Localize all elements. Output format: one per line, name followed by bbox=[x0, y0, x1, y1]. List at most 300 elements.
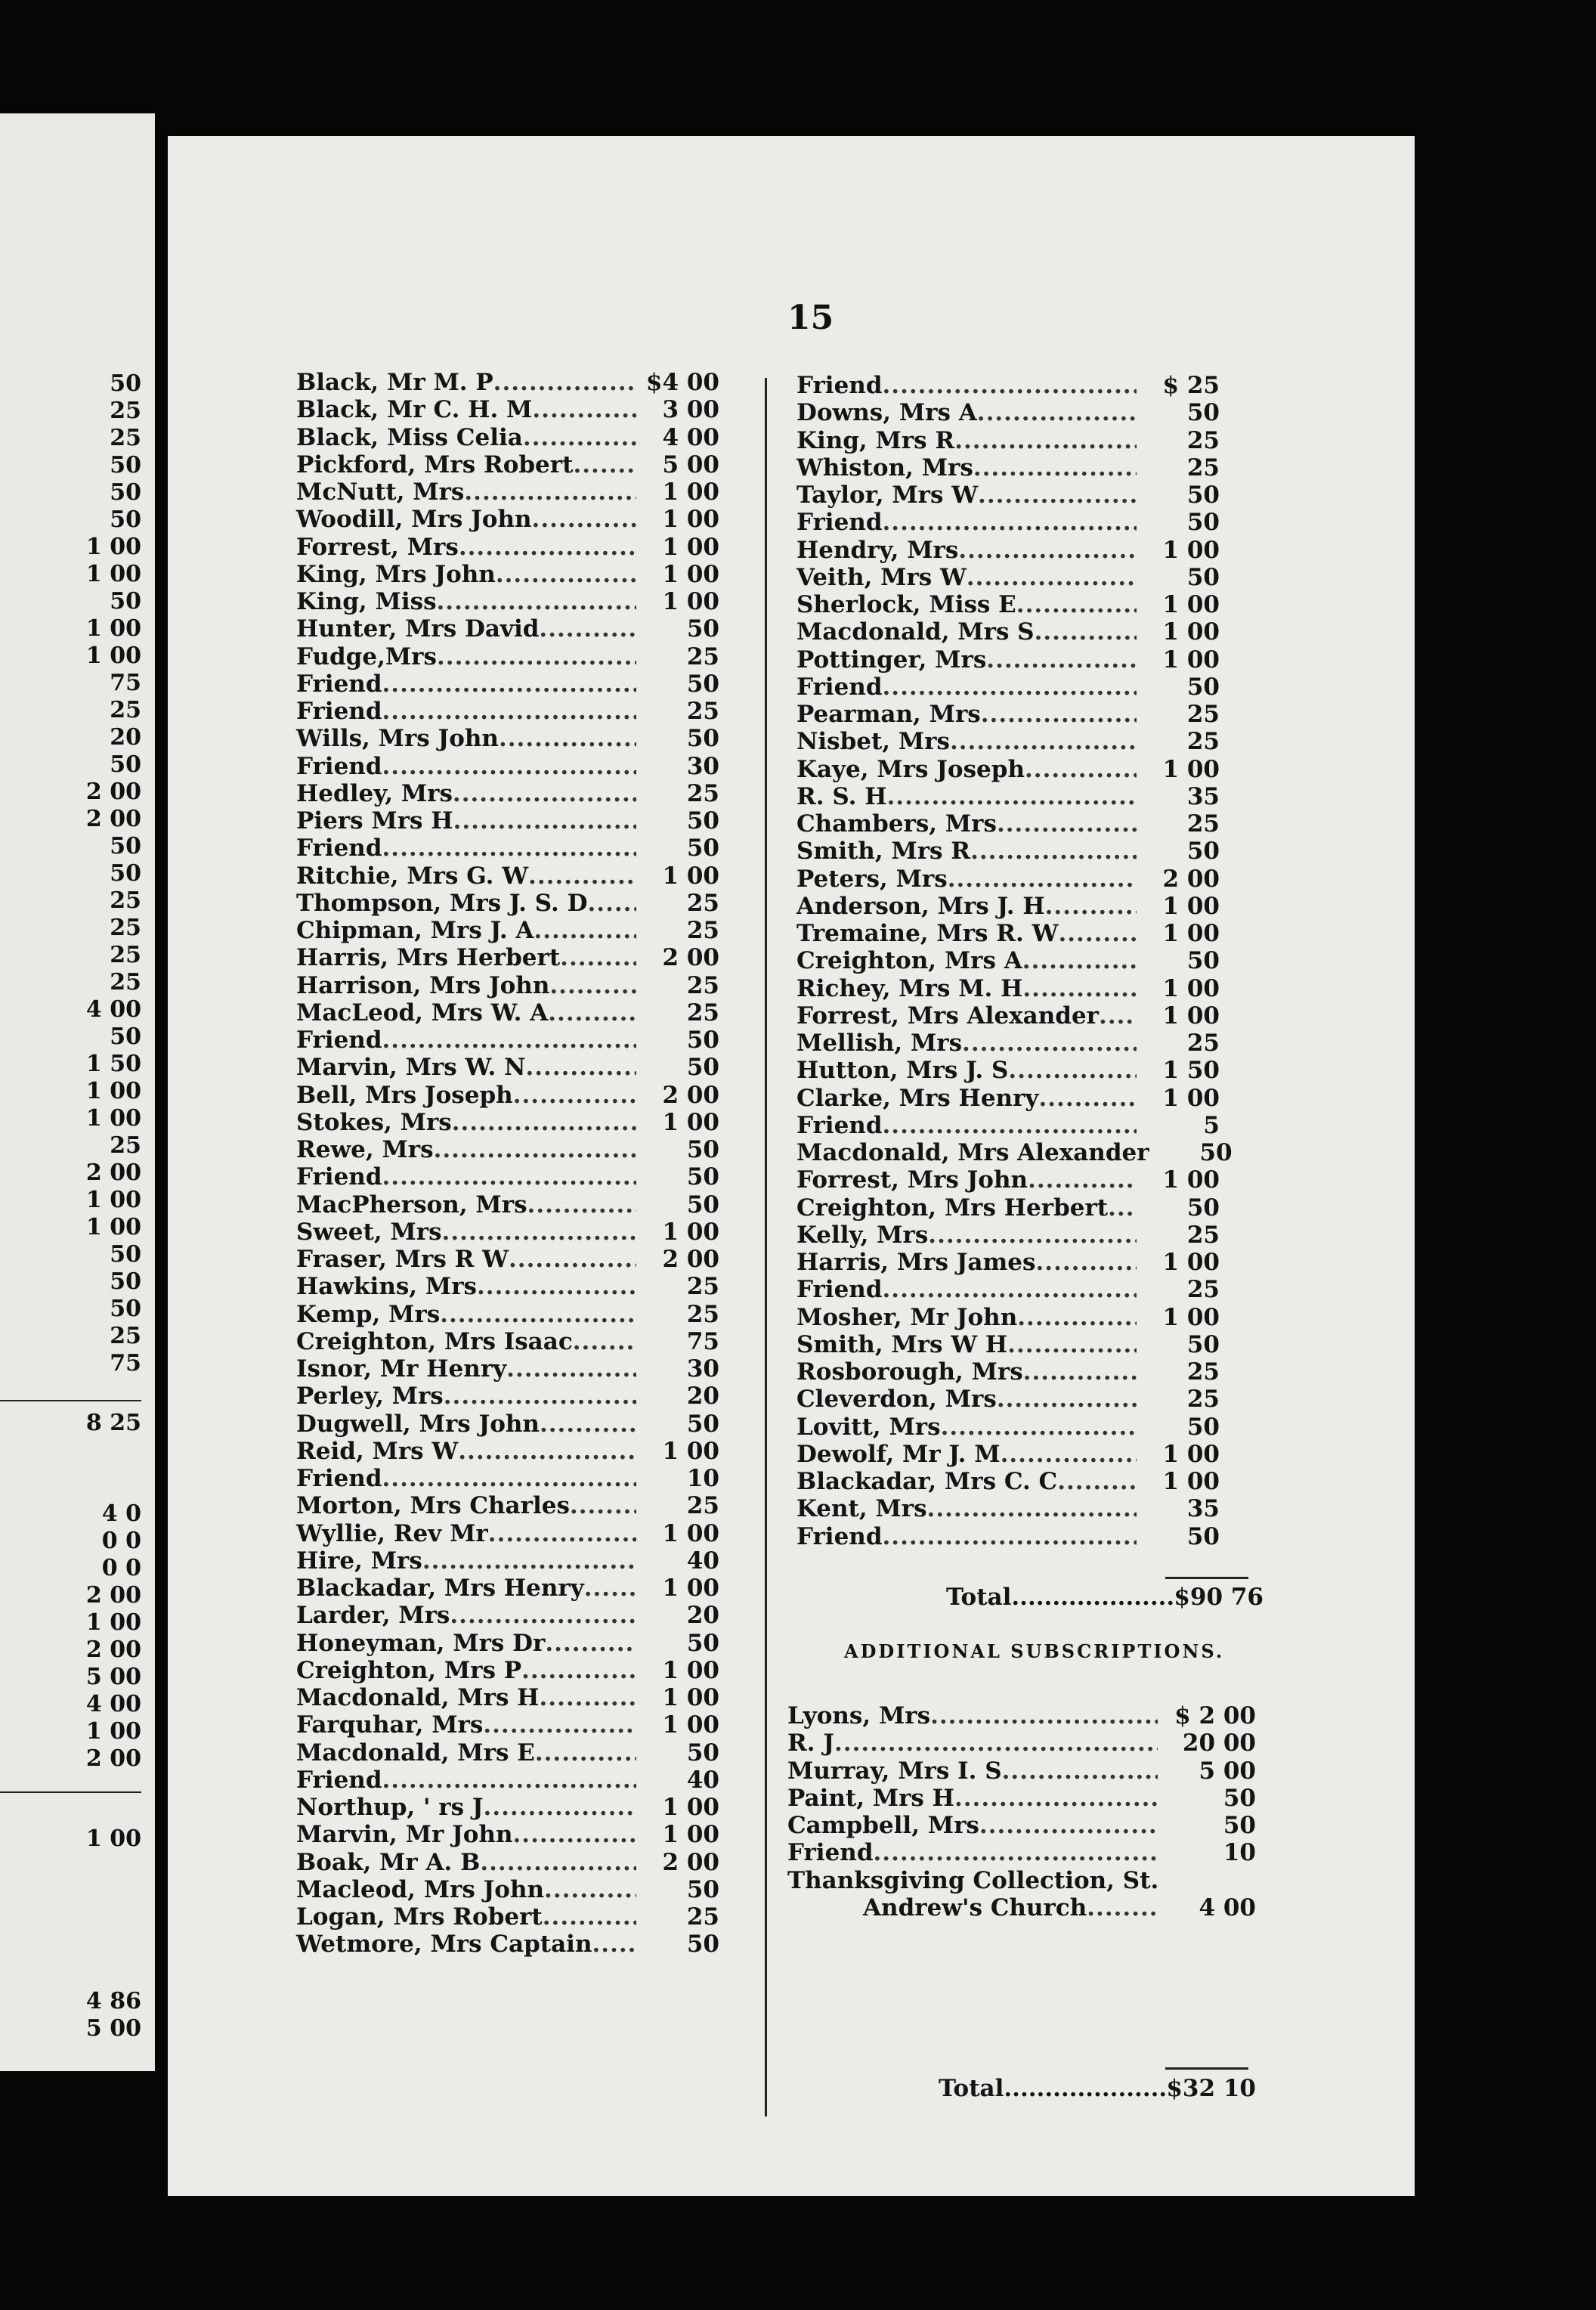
subscription-amount: 50 bbox=[686, 1191, 719, 1218]
leader-dots bbox=[973, 454, 1137, 482]
subscription-amount: 1 00 bbox=[662, 588, 719, 615]
subscriber-name: Farquhar, Mrs bbox=[296, 1711, 484, 1739]
leader-dots bbox=[483, 1711, 636, 1739]
list-item bbox=[296, 424, 719, 451]
list-item bbox=[796, 701, 1220, 728]
previous-page-amount: 1 00 bbox=[85, 1214, 141, 1240]
subscriber-name: Wyllie, Rev Mr bbox=[296, 1519, 488, 1547]
subscriber-name: Nisbet, Mrs bbox=[796, 728, 950, 756]
subscription-amount: 1 00 bbox=[1162, 920, 1220, 947]
subscription-amount: 4 00 bbox=[662, 423, 719, 451]
list-item bbox=[296, 643, 719, 670]
subscription-amount: 2 00 bbox=[662, 1848, 719, 1876]
leader-dots bbox=[1002, 1757, 1158, 1785]
subscriber-name: Boak, Mr A. B bbox=[296, 1848, 481, 1876]
subscription-amount: 10 bbox=[686, 1465, 719, 1492]
subscription-amount: 25 bbox=[1186, 701, 1220, 728]
list-item bbox=[296, 1575, 719, 1602]
leader-dots bbox=[548, 999, 636, 1026]
subscriber-name: Black, Mr M. P bbox=[296, 369, 493, 396]
list-item bbox=[796, 1331, 1220, 1358]
previous-page-amount: 50 bbox=[110, 588, 141, 615]
subscription-amount: 40 bbox=[686, 1547, 719, 1575]
leader-dots bbox=[970, 838, 1137, 865]
list-item bbox=[796, 947, 1220, 974]
subscriber-name: Wills, Mrs John bbox=[296, 725, 499, 753]
leader-dots bbox=[1022, 947, 1137, 974]
subscriber-name: Andrew's Church bbox=[863, 1894, 1087, 1921]
leader-dots bbox=[883, 509, 1137, 536]
leader-dots bbox=[997, 810, 1137, 838]
subscription-amount: 50 bbox=[686, 725, 719, 753]
subscription-amount: 50 bbox=[1186, 1330, 1220, 1358]
subscription-amount: 4 00 bbox=[1199, 1894, 1256, 1921]
subscriber-name: Friend bbox=[796, 673, 883, 701]
previous-page-amounts bbox=[0, 370, 155, 1377]
list-item bbox=[296, 1739, 719, 1767]
total-amount: $90 76 bbox=[1174, 1584, 1264, 1611]
subscriber-name: Downs, Mrs A bbox=[796, 399, 977, 427]
subscriber-name: McNutt, Mrs bbox=[296, 478, 465, 506]
subscriber-name: Richey, Mrs M. H bbox=[796, 974, 1023, 1002]
leader-dots bbox=[1045, 893, 1137, 920]
subscription-amount: 1 00 bbox=[662, 862, 719, 890]
previous-page-single-amount: 1 00 bbox=[85, 1825, 141, 1852]
list-item bbox=[296, 1711, 719, 1739]
list-item bbox=[796, 372, 1220, 399]
leader-dots bbox=[1017, 1304, 1137, 1331]
list-item bbox=[296, 1657, 719, 1684]
subscriber-name: Stokes, Mrs bbox=[296, 1108, 452, 1136]
list-item bbox=[796, 454, 1220, 482]
subscription-amount: 50 bbox=[686, 1629, 719, 1657]
subscription-amount: 25 bbox=[1186, 426, 1220, 454]
previous-page-amount: 25 bbox=[110, 1323, 141, 1349]
leader-dots bbox=[950, 728, 1137, 755]
subscription-amount: 1 00 bbox=[1162, 1166, 1220, 1194]
subscription-amount: 25 bbox=[686, 971, 719, 999]
subscriber-name: Smith, Mrs W H bbox=[796, 1330, 1008, 1358]
list-item bbox=[796, 1222, 1220, 1249]
subscriber-name: Perley, Mrs bbox=[296, 1383, 444, 1410]
list-item bbox=[296, 1301, 719, 1328]
subscriber-name: Friend bbox=[296, 1026, 382, 1054]
subscriber-name: Rewe, Mrs bbox=[296, 1136, 434, 1163]
subscription-amount: $4 00 bbox=[645, 369, 719, 396]
subscription-amount: 25 bbox=[686, 1273, 719, 1301]
list-item bbox=[296, 725, 719, 752]
previous-page-amount: 25 bbox=[110, 887, 141, 914]
subscription-amount: 2 00 bbox=[1162, 865, 1220, 893]
previous-page-amount: 75 bbox=[110, 670, 141, 696]
list-item bbox=[296, 1931, 719, 1958]
list-item bbox=[796, 756, 1220, 783]
subscriber-name: King, Mrs R bbox=[796, 426, 955, 454]
list-item bbox=[296, 1684, 719, 1711]
list-item bbox=[296, 1849, 719, 1876]
previous-page-amount: 50 bbox=[110, 1268, 141, 1295]
previous-page-amount: 50 bbox=[110, 751, 141, 778]
subscription-amount: 1 00 bbox=[662, 478, 719, 506]
subscriber-name: R. S. H bbox=[796, 782, 887, 810]
leader-dots bbox=[997, 1386, 1137, 1413]
previous-page-amount: 1 50 bbox=[85, 1051, 141, 1077]
subscription-amount: 25 bbox=[686, 1903, 719, 1931]
subscription-amount: 50 bbox=[1186, 1522, 1220, 1550]
subscription-amount: 1 00 bbox=[1162, 1002, 1220, 1030]
subscription-amount: 1 00 bbox=[1162, 1084, 1220, 1112]
subscriber-name: Lyons, Mrs bbox=[787, 1702, 931, 1729]
leader-dots bbox=[1016, 591, 1137, 618]
leader-dots bbox=[887, 783, 1137, 810]
subscriber-name: Friend bbox=[796, 1522, 883, 1550]
subscription-amount: 50 bbox=[1186, 947, 1220, 975]
leader-dots bbox=[382, 698, 636, 725]
subscription-amount: 25 bbox=[1186, 454, 1220, 482]
leader-dots bbox=[874, 1839, 1158, 1866]
previous-page-amount: 25 bbox=[110, 969, 141, 996]
subscription-amount: 50 bbox=[1186, 399, 1220, 427]
subscriber-name: Ritchie, Mrs G. W bbox=[296, 862, 529, 890]
list-item bbox=[796, 1166, 1220, 1194]
subscriber-name: Piers Mrs H bbox=[296, 807, 453, 835]
list-item bbox=[796, 509, 1220, 536]
leader-dots bbox=[496, 561, 636, 588]
list-item bbox=[296, 862, 719, 890]
list-item bbox=[296, 1547, 719, 1575]
leader-dots bbox=[480, 1849, 636, 1876]
subscriber-name: Kent, Mrs bbox=[796, 1495, 927, 1523]
subscriber-name: Black, Mr C. H. M bbox=[296, 396, 533, 424]
subscriber-name: Whiston, Mrs bbox=[796, 454, 973, 482]
subscription-amount: 25 bbox=[686, 999, 719, 1026]
leader-dots bbox=[532, 396, 636, 423]
list-item bbox=[796, 975, 1220, 1002]
list-item bbox=[296, 753, 719, 780]
list-item bbox=[796, 482, 1220, 509]
list-item bbox=[296, 944, 719, 971]
leader-dots bbox=[883, 673, 1137, 701]
list-item bbox=[296, 478, 719, 506]
previous-page-amount: 20 bbox=[110, 724, 141, 751]
previous-page-amount: 25 bbox=[110, 1132, 141, 1159]
leader-dots bbox=[1087, 1894, 1158, 1921]
list-item bbox=[796, 1468, 1220, 1495]
subscription-amount: 1 50 bbox=[1162, 1057, 1220, 1085]
leader-dots bbox=[382, 670, 636, 698]
list-item bbox=[796, 1276, 1220, 1303]
subscriber-name: Taylor, Mrs W bbox=[796, 482, 979, 509]
subscription-amount: 25 bbox=[1186, 728, 1220, 756]
subscription-amount: 50 bbox=[1186, 482, 1220, 509]
subscriber-name: Lovitt, Mrs bbox=[796, 1413, 941, 1441]
list-item bbox=[796, 1112, 1220, 1139]
list-item bbox=[296, 1903, 719, 1931]
list-item bbox=[796, 728, 1220, 755]
leader-dots bbox=[453, 807, 636, 835]
previous-page-amount: 1 00 bbox=[85, 1187, 141, 1213]
leader-dots bbox=[521, 1657, 636, 1684]
leader-dots bbox=[422, 1547, 636, 1575]
list-item bbox=[796, 1057, 1220, 1084]
leader-dots bbox=[573, 451, 636, 478]
list-item bbox=[296, 1821, 719, 1848]
leader-dots bbox=[450, 1602, 636, 1629]
subscriber-name: Morton, Mrs Charles bbox=[296, 1492, 570, 1520]
subscriber-name: Dewolf, Mr J. M bbox=[796, 1440, 1001, 1468]
leader-dots bbox=[883, 1276, 1137, 1303]
subscription-amount: 30 bbox=[686, 1355, 719, 1383]
list-item bbox=[296, 1109, 719, 1136]
list-item bbox=[296, 1438, 719, 1465]
subscriber-name: Pottinger, Mrs bbox=[796, 646, 987, 673]
subscription-amount: 1 00 bbox=[662, 1656, 719, 1684]
list-item bbox=[296, 561, 719, 588]
leader-dots bbox=[954, 427, 1137, 454]
leader-dots bbox=[477, 1273, 636, 1300]
list-item bbox=[296, 588, 719, 615]
list-item bbox=[296, 451, 719, 478]
leader-dots bbox=[484, 1794, 636, 1821]
list-item bbox=[796, 1249, 1220, 1276]
subscriber-name: Peters, Mrs bbox=[796, 865, 948, 893]
list-item bbox=[296, 1355, 719, 1383]
leader-dots bbox=[588, 890, 636, 917]
subscription-amount: 25 bbox=[686, 698, 719, 725]
subscriber-name: Larder, Mrs bbox=[296, 1602, 450, 1630]
leader-dots bbox=[513, 1821, 636, 1848]
previous-page-rule bbox=[0, 1400, 141, 1401]
leader-dots bbox=[977, 399, 1137, 426]
subscription-amount: $ 2 00 bbox=[1174, 1702, 1256, 1729]
subscription-amount: 50 bbox=[686, 1136, 719, 1163]
subscriber-name: Forrest, Mrs John bbox=[796, 1166, 1028, 1194]
list-item bbox=[296, 534, 719, 561]
subscription-amount: 25 bbox=[1186, 810, 1220, 838]
list-item bbox=[796, 1085, 1220, 1112]
leader-dots bbox=[1108, 1194, 1137, 1222]
subscription-amount: 50 bbox=[1186, 563, 1220, 591]
list-item bbox=[296, 1054, 719, 1081]
list-item bbox=[796, 1386, 1220, 1413]
subscriber-name: Honeyman, Mrs Dr bbox=[296, 1629, 546, 1657]
leader-dots bbox=[981, 701, 1137, 728]
subscriber-name: Macdonald, Mrs Alexander bbox=[796, 1139, 1149, 1166]
previous-page-amount: 25 bbox=[110, 425, 141, 451]
leader-dots bbox=[958, 537, 1137, 564]
previous-page-amount: 75 bbox=[110, 1350, 141, 1376]
subscription-amount: 1 00 bbox=[1162, 892, 1220, 920]
total-row bbox=[946, 1584, 1264, 1611]
subscriber-name: Murray, Mrs I. S bbox=[787, 1757, 1002, 1785]
subscriber-name: Friend bbox=[296, 835, 382, 862]
subscriber-name: Friend bbox=[296, 670, 382, 698]
leader-dots bbox=[509, 1246, 636, 1273]
list-item bbox=[796, 1139, 1233, 1166]
previous-page-amount: 4 00 bbox=[85, 996, 141, 1023]
leader-dots bbox=[545, 1630, 636, 1657]
leader-dots bbox=[540, 1410, 636, 1438]
subscription-amount: 1 00 bbox=[1162, 536, 1220, 564]
subscription-amount: 20 bbox=[686, 1602, 719, 1630]
subscription-amount: 5 00 bbox=[1199, 1757, 1256, 1785]
subscriber-name: Friend bbox=[796, 1276, 883, 1304]
previous-page-amounts-lower bbox=[0, 1500, 155, 1773]
leader-dots bbox=[534, 917, 636, 944]
leader-dots bbox=[573, 1328, 636, 1355]
subscriber-name: Macdonald, Mrs E bbox=[296, 1739, 535, 1767]
list-item bbox=[796, 564, 1220, 591]
leader-dots bbox=[1035, 1249, 1137, 1276]
subscriber-name: Smith, Mrs R bbox=[796, 838, 971, 865]
previous-page-amount: 1 00 bbox=[85, 615, 141, 642]
subscriber-name: Kemp, Mrs bbox=[296, 1300, 441, 1328]
list-item bbox=[296, 396, 719, 423]
additional-total-label: Total ..... bbox=[939, 2075, 1166, 2102]
leader-dots bbox=[440, 1301, 636, 1328]
leader-dots bbox=[506, 1355, 636, 1383]
additional-total-rule bbox=[1165, 2067, 1248, 2070]
subscription-amount: 1 00 bbox=[1162, 591, 1220, 618]
subscriber-name: Northup, ' rs J bbox=[296, 1794, 484, 1821]
previous-page-amount: 25 bbox=[110, 398, 141, 424]
list-item bbox=[296, 1136, 719, 1163]
subscriber-name: Dugwell, Mrs John bbox=[296, 1410, 540, 1438]
leader-dots bbox=[592, 1931, 637, 1958]
subscriber-name: Creighton, Mrs Herbert bbox=[796, 1194, 1109, 1222]
leader-dots bbox=[527, 1191, 636, 1218]
subscriber-name: Harrison, Mrs John bbox=[296, 971, 550, 999]
subscription-amount: 40 bbox=[686, 1766, 719, 1794]
previous-page-amount: 2 00 bbox=[85, 1582, 141, 1609]
previous-page-amount: 2 00 bbox=[85, 1637, 141, 1663]
subscription-amount: 50 bbox=[1199, 1139, 1233, 1166]
list-item bbox=[296, 835, 719, 862]
previous-page-amount: 50 bbox=[110, 506, 141, 533]
leader-dots bbox=[883, 372, 1137, 399]
column-divider bbox=[765, 378, 767, 2116]
subscriber-name: Marvin, Mr John bbox=[296, 1821, 513, 1849]
leader-dots bbox=[1023, 1358, 1137, 1386]
subscriber-name: Blackadar, Mrs C. C bbox=[796, 1468, 1058, 1495]
leader-dots bbox=[1057, 1468, 1137, 1495]
leader-dots bbox=[954, 1785, 1158, 1812]
subscriber-name: Creighton, Mrs Isaac bbox=[296, 1327, 573, 1355]
subscriber-name: Isnor, Mr Henry bbox=[296, 1355, 507, 1383]
list-item bbox=[796, 618, 1220, 646]
previous-page-rule-lower bbox=[0, 1791, 141, 1793]
list-item bbox=[296, 1602, 719, 1629]
list-item bbox=[796, 1002, 1220, 1030]
subscription-amount: 50 bbox=[686, 1931, 719, 1959]
subscriber-name: Clarke, Mrs Henry bbox=[796, 1084, 1039, 1112]
leader-dots bbox=[941, 1414, 1137, 1441]
subscriber-name: King, Miss bbox=[296, 588, 437, 615]
subscription-amount: 75 bbox=[686, 1327, 719, 1355]
leader-dots bbox=[434, 1136, 636, 1163]
leader-dots bbox=[948, 865, 1137, 893]
subscription-amount: 50 bbox=[1223, 1812, 1256, 1839]
list-item bbox=[296, 1026, 719, 1054]
subscription-amount: 50 bbox=[686, 1739, 719, 1767]
subscriber-name: Creighton, Mrs P bbox=[296, 1656, 522, 1684]
list-item bbox=[296, 1246, 719, 1273]
subscription-amount: 50 bbox=[1186, 673, 1220, 701]
list-item bbox=[796, 865, 1220, 893]
previous-page-amount: 50 bbox=[110, 452, 141, 478]
previous-page-amount: 0 0 bbox=[101, 1528, 141, 1554]
previous-page-amount: 2 00 bbox=[85, 1160, 141, 1186]
subscriber-name: Kelly, Mrs bbox=[796, 1221, 929, 1249]
subscriber-name: Friend bbox=[296, 698, 382, 725]
subscriber-name: Hendry, Mrs bbox=[796, 536, 959, 564]
subscription-amount: 1 00 bbox=[1162, 1249, 1220, 1276]
subscription-amount: $ 25 bbox=[1162, 372, 1220, 399]
subscriber-name: Tremaine, Mrs R. W bbox=[796, 920, 1059, 947]
list-item bbox=[796, 920, 1220, 947]
leader-dots bbox=[967, 564, 1137, 591]
subscriber-name: Sherlock, Miss E bbox=[796, 591, 1016, 618]
subscription-amount: 50 bbox=[686, 615, 719, 643]
list-item bbox=[296, 1383, 719, 1410]
subscription-amount: 50 bbox=[1186, 838, 1220, 865]
subscriber-name: Veith, Mrs W bbox=[796, 563, 967, 591]
subscriber-name: Fraser, Mrs R W bbox=[296, 1246, 509, 1273]
list-item bbox=[787, 1839, 1256, 1866]
previous-page-final-2: 5 00 bbox=[85, 2015, 141, 2042]
list-item bbox=[296, 1492, 719, 1519]
subscriber-name: King, Mrs John bbox=[296, 560, 496, 588]
subscriber-name: Harris, Mrs Herbert bbox=[296, 944, 561, 972]
list-item bbox=[787, 1702, 1256, 1729]
list-item bbox=[296, 1082, 719, 1109]
subscriber-name: Friend bbox=[296, 1465, 382, 1492]
list-item bbox=[296, 1465, 719, 1492]
previous-page-amount: 1 00 bbox=[85, 1609, 141, 1636]
leader-dots bbox=[1035, 618, 1137, 646]
list-item bbox=[796, 591, 1220, 618]
list-item bbox=[796, 1358, 1220, 1386]
leader-dots bbox=[570, 1492, 636, 1519]
leader-dots bbox=[382, 1163, 636, 1191]
list-item bbox=[296, 1630, 719, 1657]
leader-dots bbox=[513, 1082, 636, 1109]
subscriber-name: Forrest, Mrs bbox=[296, 533, 459, 561]
subscription-amount: 25 bbox=[686, 917, 719, 944]
subscription-amount: 1 00 bbox=[662, 1437, 719, 1465]
previous-page-amount: 1 00 bbox=[85, 643, 141, 669]
list-item bbox=[296, 1273, 719, 1300]
subscription-amount: 1 00 bbox=[1162, 974, 1220, 1002]
subscriber-name: Cleverdon, Mrs bbox=[796, 1386, 997, 1414]
subscription-amount: 25 bbox=[686, 643, 719, 670]
subscription-amount: 35 bbox=[1186, 1495, 1220, 1523]
leader-dots bbox=[535, 1739, 636, 1767]
leader-dots bbox=[539, 1684, 636, 1711]
previous-page-amount: 4 00 bbox=[85, 1691, 141, 1717]
subscriber-name: Reid, Mrs W bbox=[296, 1437, 459, 1465]
previous-page-total: 8 25 bbox=[85, 1410, 141, 1436]
subscriber-list-left bbox=[296, 369, 719, 1959]
subscriber-name: Sweet, Mrs bbox=[296, 1218, 442, 1246]
subscription-amount: 3 00 bbox=[662, 396, 719, 424]
leader-dots bbox=[525, 1054, 636, 1081]
list-item bbox=[296, 369, 719, 396]
additional-subscriptions-list bbox=[787, 1702, 1256, 1921]
total-label: Total ..... bbox=[946, 1584, 1174, 1611]
previous-page-strip bbox=[0, 113, 155, 2071]
subscription-amount: 50 bbox=[1186, 1413, 1220, 1441]
